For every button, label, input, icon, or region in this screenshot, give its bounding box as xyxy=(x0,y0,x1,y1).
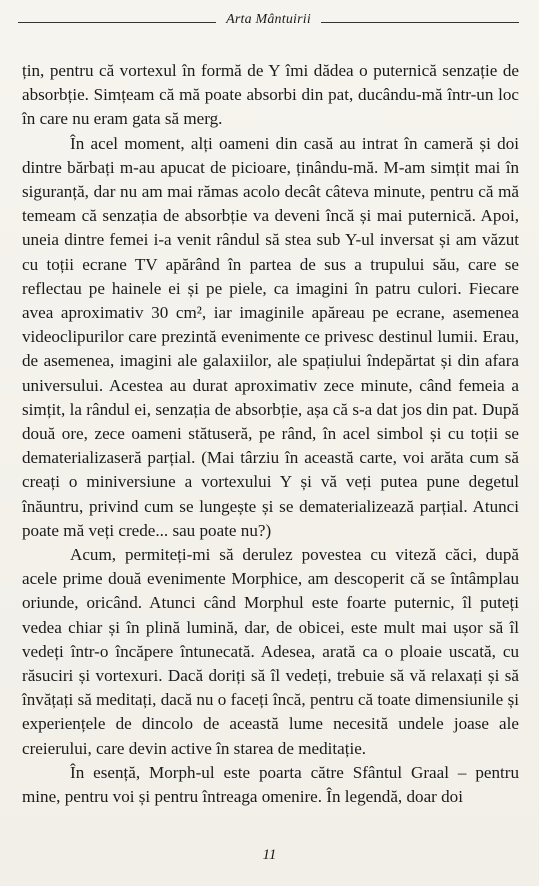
running-header xyxy=(18,10,519,30)
running-title: Arta Mântuirii xyxy=(226,12,311,27)
paragraph-continuation: țin, pentru că vortexul în formă de Y îmi dădea o puternică senzație de absorbție. Simțeam că mă poate absorbi din pat, ducându-mă într-un loc în care nu eram gata să merg. xyxy=(22,61,519,129)
paragraph: În esență, Morph-ul este poarta către Sfântul Graal – pentru mine, pentru voi și pentru întreaga omenire. În legendă, doar doi xyxy=(22,762,519,807)
page-number: 11 xyxy=(262,847,277,863)
header-rule-right xyxy=(321,22,519,23)
header-rule-left xyxy=(18,22,216,23)
body-text xyxy=(22,59,519,809)
paragraph: În acel moment, alți oameni din casă au intrat în cameră și doi dintre bărbați m-au apucat de picioare, ținându-mă. M-am simțit mai în siguranță, dar nu am mai rămas acolo decât câteva minute, pentru că mă temeam că senzația de absorbție va deveni încă și mai puternică. Apoi, uneia dintre femei i-a venit rândul să stea sub Y-ul inversat și am văzut cu toții ecrane TV apărând în partea de sus a trupului său, care se reflectau pe hainele ei și pe piele, ca imagini în patru culori. Fiecare avea aproximativ 30 cm², iar imaginile apăreau pe ecrane, asemenea videoclipurilor care prezintă evenimente ce privesc destinul lumii. Erau, de asemenea, imagini ale galaxiilor, ale spațiului îndepărtat și din afara universului. Acestea au durat aproximativ zece minute, când femeia a simțit, la rândul ei, senzația de absorbție, așa că s-a dat jos din pat. După două ore, zece oameni stătuseră, pe rând, în acel simbol și cu toții se dematerializaseră parțial. (Mai târziu în această carte, voi arăta cum să creați o miniversiune a vortexului Y și vă veți putea pune degetul înăuntru, privind cum se lungește și se dematerializează parțial. Atunci poate mă veți crede... sau poate nu?) xyxy=(22,133,519,540)
paragraph: Acum, permiteți-mi să derulez povestea cu viteză căci, după acele prime două evenimente Morphice, am descoperit că se întâmplau oriunde, oricând. Atunci când Morphul este foarte puternic, îl puteți vedea chiar și în plină lumină, dar, de obicei, este mult mai ușor să îl vedeți într-o încăpere întunecată. Adesea, arată ca o ploaie uscată, cu răsuciri și vortexuri. Dacă doriți să îl vedeți, trebuie să vă relaxați și să învățați să meditați, dacă nu o faceți încă, pentru că toate dimensiunile și experiențele de dincolo de această lume necesită undele joase ale creierului, care devin active în starea de meditație. xyxy=(22,545,519,758)
